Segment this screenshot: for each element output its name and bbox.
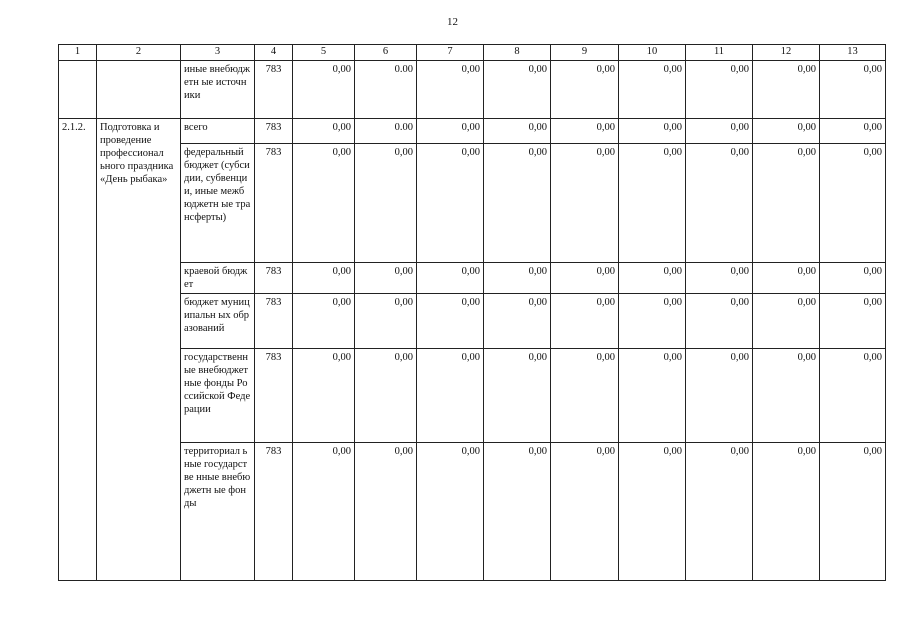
item-number: 2.1.2.	[59, 119, 97, 581]
column-number-row	[59, 45, 886, 61]
value-cell: 0,00	[820, 349, 886, 443]
column-header: 8	[484, 45, 551, 61]
code-cell: 783	[255, 263, 293, 294]
code-cell: 783	[255, 119, 293, 144]
value-cell: 0,00	[551, 144, 619, 263]
column-header: 7	[417, 45, 484, 61]
value-cell: 0,00	[820, 144, 886, 263]
value-cell: 0,00	[355, 144, 417, 263]
value-cell: 0,00	[551, 443, 619, 581]
value-cell: 0,00	[619, 119, 686, 144]
table-row	[59, 144, 886, 263]
value-cell: 0,00	[820, 61, 886, 119]
column-header: 4	[255, 45, 293, 61]
value-cell: 0,00	[417, 263, 484, 294]
value-cell: 0,00	[551, 349, 619, 443]
column-header: 1	[59, 45, 97, 61]
page-number: 12	[447, 16, 458, 28]
value-cell: 0,00	[484, 263, 551, 294]
value-cell: 0,00	[417, 294, 484, 349]
funding-source: иные внебюджетн ые источники	[181, 61, 255, 119]
budget-table	[58, 44, 886, 581]
value-cell: 0,00	[686, 61, 753, 119]
column-header: 3	[181, 45, 255, 61]
value-cell: 0,00	[686, 263, 753, 294]
value-cell: 0,00	[484, 119, 551, 144]
funding-source: государственные внебюджетные фонды Российской Федерации	[181, 349, 255, 443]
value-cell: 0,00	[753, 61, 820, 119]
table-row	[59, 263, 886, 294]
value-cell: 0,00	[417, 119, 484, 144]
value-cell: 0.00	[355, 61, 417, 119]
value-cell: 0,00	[484, 144, 551, 263]
value-cell: 0,00	[820, 119, 886, 144]
value-cell: 0,00	[753, 349, 820, 443]
value-cell: 0,00	[484, 443, 551, 581]
value-cell: 0,00	[686, 443, 753, 581]
value-cell: 0,00	[293, 294, 355, 349]
value-cell: 0,00	[484, 349, 551, 443]
value-cell: 0,00	[417, 61, 484, 119]
column-header: 11	[686, 45, 753, 61]
empty-cell	[97, 61, 181, 119]
column-header: 10	[619, 45, 686, 61]
value-cell: 0,00	[551, 61, 619, 119]
column-header: 5	[293, 45, 355, 61]
value-cell: 0,00	[753, 263, 820, 294]
value-cell: 0,00	[686, 144, 753, 263]
code-cell: 783	[255, 443, 293, 581]
value-cell: 0,00	[417, 144, 484, 263]
value-cell: 0,00	[355, 349, 417, 443]
value-cell: 0,00	[417, 443, 484, 581]
value-cell: 0,00	[293, 144, 355, 263]
value-cell: 0,00	[619, 263, 686, 294]
value-cell: 0,00	[753, 144, 820, 263]
value-cell: 0,00	[686, 119, 753, 144]
code-cell: 783	[255, 61, 293, 119]
value-cell: 0,00	[619, 61, 686, 119]
empty-cell	[59, 61, 97, 119]
funding-source: федеральный бюджет (субсидии, субвенции, иные межбюджетн ые трансферты)	[181, 144, 255, 263]
value-cell: 0,00	[753, 119, 820, 144]
value-cell: 0,00	[686, 349, 753, 443]
table-row	[59, 349, 886, 443]
code-cell: 783	[255, 349, 293, 443]
value-cell: 0,00	[293, 349, 355, 443]
column-header: 9	[551, 45, 619, 61]
funding-source: всего	[181, 119, 255, 144]
column-header: 6	[355, 45, 417, 61]
value-cell: 0,00	[293, 443, 355, 581]
value-cell: 0,00	[355, 443, 417, 581]
table-row	[59, 61, 886, 119]
table-row	[59, 119, 886, 144]
value-cell: 0,00	[619, 349, 686, 443]
funding-source: бюджет муниципальн ых образований	[181, 294, 255, 349]
value-cell: 0,00	[686, 294, 753, 349]
value-cell: 0,00	[484, 61, 551, 119]
value-cell: 0,00	[619, 294, 686, 349]
funding-source: краевой бюджет	[181, 263, 255, 294]
value-cell: 0,00	[619, 443, 686, 581]
value-cell: 0,00	[484, 294, 551, 349]
table-row	[59, 443, 886, 581]
value-cell: 0.00	[355, 119, 417, 144]
value-cell: 0,00	[551, 263, 619, 294]
column-header: 12	[753, 45, 820, 61]
value-cell: 0,00	[355, 263, 417, 294]
value-cell: 0,00	[753, 294, 820, 349]
value-cell: 0,00	[355, 294, 417, 349]
value-cell: 0,00	[820, 294, 886, 349]
column-header: 2	[97, 45, 181, 61]
value-cell: 0,00	[820, 263, 886, 294]
code-cell: 783	[255, 294, 293, 349]
code-cell: 783	[255, 144, 293, 263]
value-cell: 0,00	[551, 119, 619, 144]
item-name: Подготовка и проведение профессионал ьного праздника «День рыбака»	[97, 119, 181, 581]
value-cell: 0,00	[820, 443, 886, 581]
value-cell: 0,00	[551, 294, 619, 349]
column-header: 13	[820, 45, 886, 61]
value-cell: 0,00	[293, 61, 355, 119]
value-cell: 0,00	[753, 443, 820, 581]
funding-source: территориал ьные государстве нные внебюджетн ые фонды	[181, 443, 255, 581]
value-cell: 0,00	[293, 119, 355, 144]
value-cell: 0,00	[293, 263, 355, 294]
table-row	[59, 294, 886, 349]
value-cell: 0,00	[619, 144, 686, 263]
value-cell: 0,00	[417, 349, 484, 443]
